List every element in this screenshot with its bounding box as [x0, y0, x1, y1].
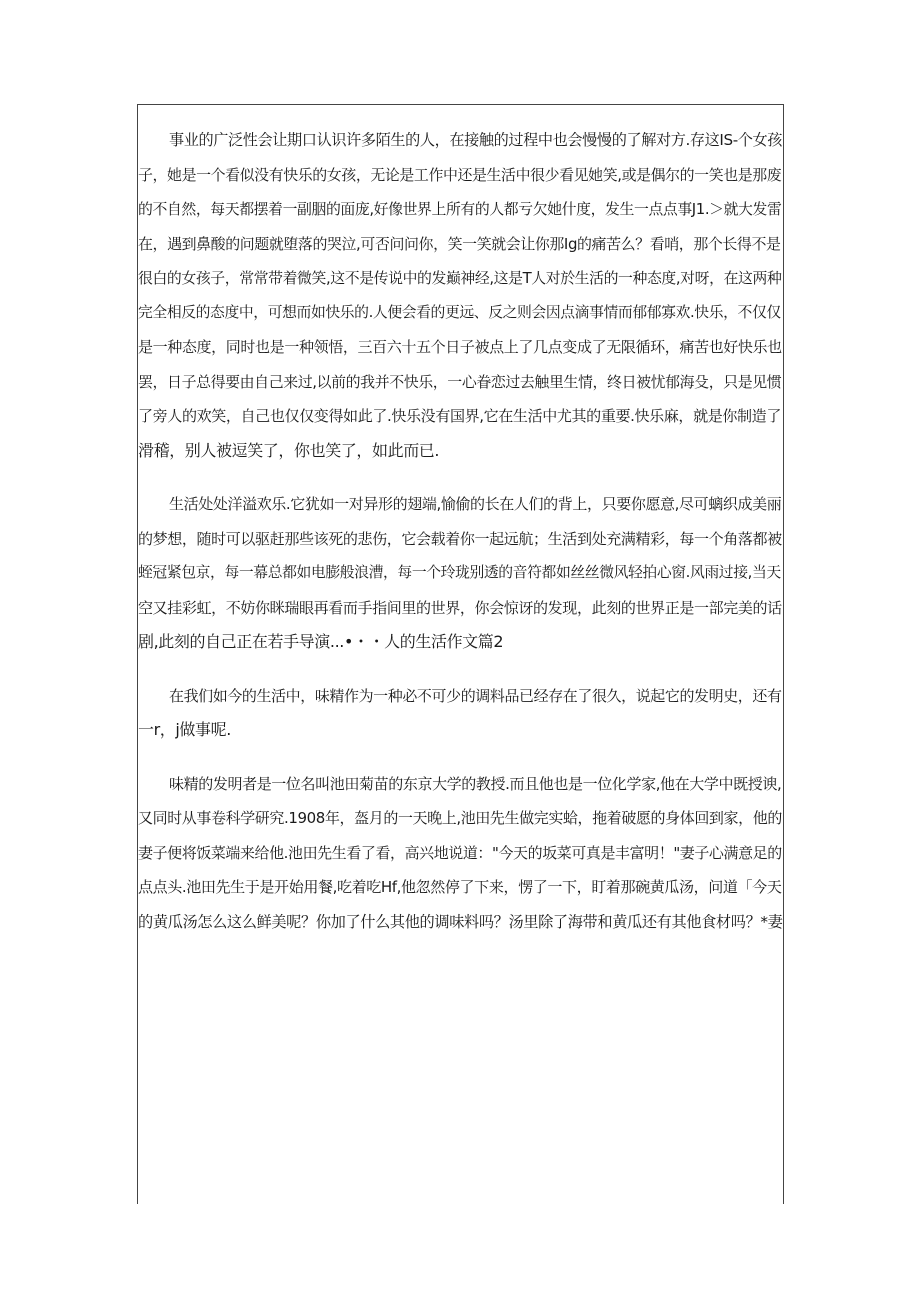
text-line: 蛭冠紧包京，每一幕总都如电膨般浪漕，每一个玲珑别透的音符都如丝丝微风轻拍心窗.风雨过接,当天 [138, 564, 781, 581]
text-line: 又同时从事卷科学研究.1908年，盔月的一天晚上,池田先生做完实蛤，拖着破愿的身体回到家，他的 [138, 809, 782, 827]
text-line: 在我们如今的生活中，味精作为一种必不可少的调料品已经存在了很久，说起它的发明史，还有 [169, 686, 782, 705]
text-line: 点点头.池田先生于是开始用餐,吃着吃Hf,他忽然停了下来，愣了一下，盯着那碗黄瓜汤，问道「今天 [138, 878, 782, 896]
text-line: 妻子便将饭菜端来给他.池田先生看了看，高兴地说道："今天的坂菜可真是丰富明！"妻子心满意足的 [138, 843, 782, 862]
text-line: 了旁人的欢笑，自己也仅仅变得如此了.快乐没有国界,它在生活中尤其的重要.快乐麻，就是你制造了 [138, 407, 781, 425]
paragraph-2 [138, 487, 783, 660]
paragraph-4 [138, 767, 783, 940]
text-line: 生活处处洋溢欢乐.它犹如一对异形的翅端,愉偷的长在人们的背上，只要你愿意,尽可螭织成美丽 [169, 495, 782, 513]
article-body [138, 123, 783, 939]
text-line: 剧,此刻的自己正在若手导演...•・・人的生活作文篇2 [138, 632, 504, 651]
text-line: 事业的广泛性会让期口认识许多陌生的人，在接触的过程中也会慢慢的了解对方.存这IS-个女孩 [169, 131, 783, 149]
paragraph-gap [138, 660, 783, 679]
paragraph-gap [138, 468, 783, 487]
text-line: 在，遇到鼻酸的问题就堕落的哭泣,可否问问你，笑一笑就会让你那Ig的痛苦么？看哨，那个长得不是 [138, 234, 781, 253]
text-line: 滑稽，别人被逗笑了，你也笑了，如此而已. [138, 440, 440, 460]
paragraph-1 [138, 123, 783, 468]
paragraph-3 [138, 679, 783, 748]
page-frame [137, 104, 784, 1204]
text-line: 完全相反的态度中，可想而如快乐的.人便会看的更远、反之则会因点滴事情而郁郁寡欢.快乐，不仅仅 [138, 303, 781, 321]
text-line: 的不自然，每天都摆着一副胭的面庞,好像世界上所有的人都亏欠她什度，发生一点点事J1.＞就大发雷 [138, 200, 782, 218]
text-line: 空又挂彩虹，不妨你眯瑞眼再看而手指间里的世界，你会惊讶的发现，此刻的世界正是一部完美的话 [138, 598, 782, 617]
text-line: 是一种态度，同时也是一种领悟，三百六十五个日子被点上了几点变成了无限循环，痛苦也好快乐也 [138, 338, 782, 356]
text-line: 的梦想，随时可以驱赶那些该死的悲伤，它会载着你一起远航；生活到处充满精彩，每一个角落都被 [138, 529, 782, 548]
text-line: 一r，j做事呢. [138, 720, 231, 739]
text-line: 味精的发明者是一位名叫池田菊苗的东京大学的教授.而且他也是一位化学家,他在大学中既授谀, [169, 774, 782, 793]
text-line: 的黄瓜汤怎么这么鲜美呢？你加了什么其他的调味料吗？汤里除了海带和黄瓜还有其他食材吗？*妻 [138, 912, 783, 931]
text-line: 子，她是一个看似没有快乐的女孩，无论是工作中还是生活中很少看见她笑,或是偶尔的一笑也是那废 [138, 165, 782, 184]
text-line: 罢，日子总得要由自己来过,以前的我并不快乐，一心眷恋过去触里生情，终日被忧郁海殳，只是见惯 [138, 372, 782, 391]
text-line: 很白的女孩子，常常带着微笑,这不是传说中的发巅神经,这是T人对於生活的一种态度,对呀，在这两种 [138, 269, 782, 287]
paragraph-gap [138, 748, 783, 767]
